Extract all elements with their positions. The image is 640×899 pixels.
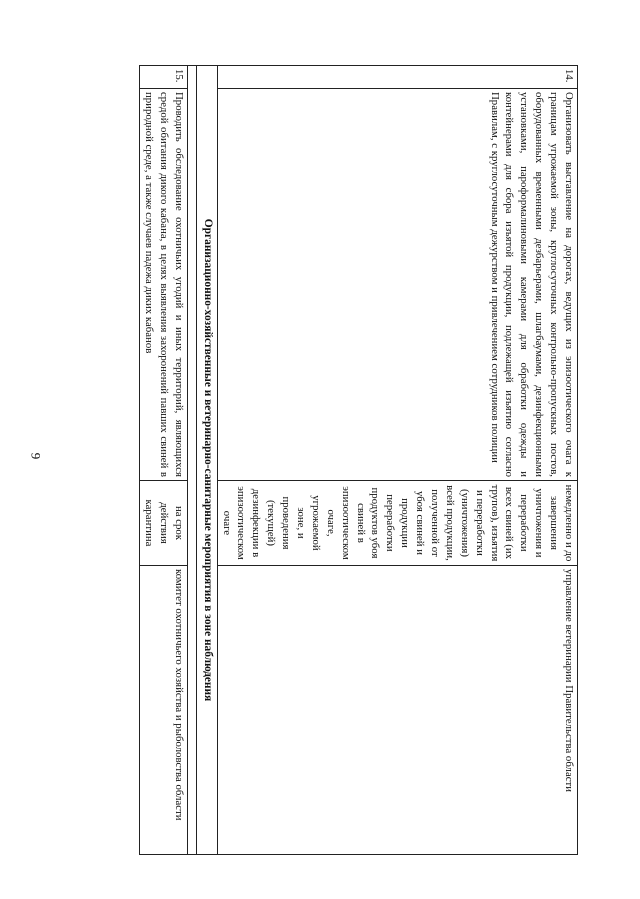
row-number: 15. <box>140 66 188 89</box>
responsible-cell: управление ветеринарии Правительства области <box>217 566 577 855</box>
section-title: Организационно-хозяйственные и ветеринарно-санитарные мероприятия в зоне наблюдения <box>196 66 217 855</box>
term-cell: на срок действия карантина <box>140 481 188 566</box>
table-row <box>140 66 188 855</box>
term-cell: немедленно и до завершения уничтожения и переработки всех свиней (их трупов), изъятия и переработки (уничтожения) всей продукции, полученной от убоя свиней и продукции переработки продуктов убоя свиней в эпизоотическом очаге, угрожаемой зоне, и проведения (текущей) дезинфекции в эпизоотическом очаге <box>217 481 577 566</box>
spacer-row <box>187 66 196 855</box>
page-number: 9 <box>28 452 44 460</box>
responsible-cell: комитет охотничьего хозяйства и рыболовства области <box>140 566 188 855</box>
action-cell: Проводить обследование охотничьих угодий и иных территорий, являющихся средой обитания дикого кабана, в целях выявления захоронений павших свиней в природной среде, а также случаев падежа диких кабанов <box>140 89 188 481</box>
row-number: 14. <box>217 66 577 89</box>
table-row <box>217 66 577 855</box>
section-header-row <box>196 66 217 855</box>
action-cell: Организовать выставление на дорогах, ведущих из эпизоотического очага к границам угрожаемой зоны, круглосуточных контрольно-пропускных постов, оборудованных временными дезбарьерами, шлагбаумами, дезинфекционными установками, пароформалиновыми камерами для обработки одежды и контейнерами для сбора изъятой продукции, подлежащей изъятию согласно Правилам, с круглосуточным дежурством и привлечением сотрудников полиции <box>217 89 577 481</box>
spacer-cell <box>187 66 196 855</box>
measures-table <box>68 65 578 855</box>
